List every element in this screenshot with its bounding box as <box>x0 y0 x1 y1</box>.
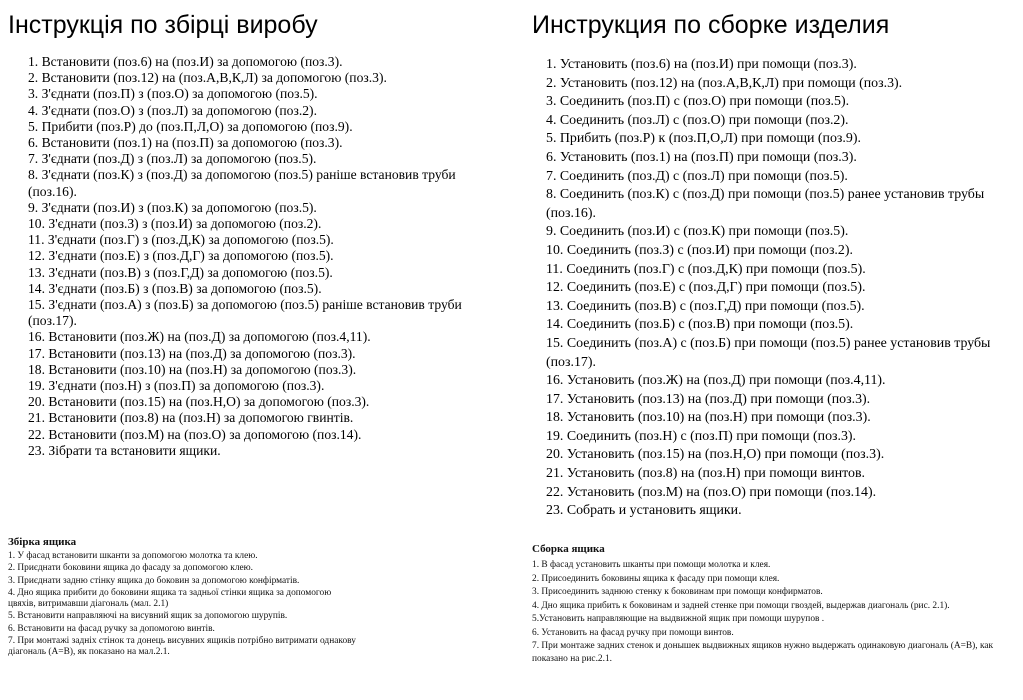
step-item: 23. Собрать и установить ящики. <box>546 503 742 519</box>
step-item: 9. З'єднати (поз.И) з (поз.К) за допомогою (поз.5). <box>28 199 317 215</box>
drawer-step-item: 5. Встановити направляючі на висувний ящик за допомогою шурупів. <box>8 611 288 622</box>
step-item: 7. Соединить (поз.Д) с (поз.Л) при помощи (поз.5). <box>546 168 848 184</box>
step-item: 4. Соединить (поз.Л) с (поз.О) при помощи (поз.2). <box>546 112 849 128</box>
step-item: 17. Установить (поз.13) на (поз.Д) при помощи (поз.3). <box>546 391 871 407</box>
heading-russian: Инструкция по сборке изделия <box>532 11 890 39</box>
drawer-step-item: 4. Дно ящика прибити до боковини ящика та задньої стінки ящика за допомогою цвяхів, витримавши діагональ (мал. 2.1) <box>8 587 332 610</box>
assembly-steps-russian <box>546 56 1020 521</box>
step-item: 19. З'єднати (поз.Н) з (поз.П) за допомогою (поз.3). <box>28 378 325 394</box>
step-item: 12. З'єднати (поз.Е) з (поз.Д,Г) за допомогою (поз.5). <box>28 248 334 264</box>
step-item: 1. Встановити (поз.6) на (поз.И) за допомогою (поз.3). <box>28 54 343 69</box>
drawer-step-item: 4. Дно ящика прибить к боковинам и задней стенке при помощи гвоздей, выдержав диагональ (рис. 2.1). <box>532 600 950 611</box>
step-item: 2. Встановити (поз.12) на (поз.А,В,К,Л) за допомогою (поз.3). <box>28 70 387 86</box>
step-item: 15. Соединить (поз.А) с (поз.Б) при помощи (поз.5) ранее установив трубы (поз.17). <box>546 335 991 370</box>
drawer-steps-russian <box>532 559 1017 666</box>
drawer-step-item: 7. При монтаже задних стенок и донышек выдвижных ящиков нужно выдержать одинаковую диагональ (А=В), как показано на рис.2.1. <box>532 641 994 664</box>
step-item: 15. З'єднати (поз.А) з (поз.Б) за допомогою (поз.5) раніше встановив труби (поз.17). <box>28 297 462 329</box>
step-item: 5. Прибить (поз.Р) к (поз.П,О,Л) при помощи (поз.9). <box>546 131 861 147</box>
step-item: 6. Встановити (поз.1) на (поз.П) за допомогою (поз.3). <box>28 135 343 151</box>
step-item: 1. Установить (поз.6) на (поз.И) при помощи (поз.3). <box>546 57 857 72</box>
drawer-assembly-heading-russian: Сборка ящика <box>532 543 605 555</box>
step-item: 13. З'єднати (поз.В) з (поз.Г,Д) за допомогою (поз.5). <box>28 264 333 280</box>
step-item: 18. Встановити (поз.10) на (поз.Н) за допомогою (поз.3). <box>28 361 357 377</box>
step-item: 11. Соединить (поз.Г) с (поз.Д,К) при помощи (поз.5). <box>546 261 866 277</box>
step-item: 10. Соединить (поз.З) с (поз.И) при помощи (поз.2). <box>546 242 853 258</box>
heading-ukrainian: Інструкція по збірці виробу <box>8 11 318 39</box>
step-item: 14. З'єднати (поз.Б) з (поз.В) за допомогою (поз.5). <box>28 280 322 296</box>
step-item: 16. Встановити (поз.Ж) на (поз.Д) за допомогою (поз.4,11). <box>28 329 371 345</box>
drawer-step-item: 2. Присоединить боковины ящика к фасаду при помощи клея. <box>532 573 780 584</box>
step-item: 13. Соединить (поз.В) с (поз.Г,Д) при помощи (поз.5). <box>546 298 865 314</box>
step-item: 22. Установить (поз.М) на (поз.О) при помощи (поз.14). <box>546 484 877 500</box>
step-item: 4. З'єднати (поз.О) з (поз.Л) за допомогою (поз.2). <box>28 102 317 118</box>
drawer-assembly-heading-ukrainian: Збірка ящика <box>8 536 77 548</box>
step-item: 5. Прибити (поз.Р) до (поз.П,Л,О) за допомогою (поз.9). <box>28 118 353 134</box>
step-item: 19. Соединить (поз.Н) с (поз.П) при помощи (поз.3). <box>546 428 857 444</box>
step-item: 18. Установить (поз.10) на (поз.Н) при помощи (поз.3). <box>546 410 871 426</box>
step-item: 10. З'єднати (поз.З) з (поз.И) за допомогою (поз.2). <box>28 216 322 232</box>
drawer-steps-ukrainian <box>8 551 358 660</box>
drawer-step-item: 6. Установить на фасад ручку при помощи винтов. <box>532 627 734 638</box>
step-item: 22. Встановити (поз.М) на (поз.О) за допомогою (поз.14). <box>28 426 362 442</box>
step-item: 11. З'єднати (поз.Г) з (поз.Д,К) за допомогою (поз.5). <box>28 232 334 248</box>
step-item: 23. Зібрати та встановити ящики. <box>28 442 221 458</box>
step-item: 17. Встановити (поз.13) на (поз.Д) за допомогою (поз.3). <box>28 345 356 361</box>
step-item: 21. Встановити (поз.8) на (поз.Н) за допомогою гвинтів. <box>28 410 354 426</box>
drawer-step-item: 5.Установить направляющие на выдвижной ящик при помощи шурупов . <box>532 614 825 624</box>
step-item: 6. Установить (поз.1) на (поз.П) при помощи (поз.3). <box>546 149 857 165</box>
step-item: 12. Соединить (поз.Е) с (поз.Д,Г) при помощи (поз.5). <box>546 280 866 296</box>
step-item: 3. З'єднати (поз.П) з (поз.О) за допомогою (поз.5). <box>28 86 318 102</box>
drawer-step-item: 2. Приєднати боковини ящика до фасаду за допомогою клею. <box>8 563 254 574</box>
step-item: 20. Встановити (поз.15) на (поз.Н,О) за допомогою (поз.3). <box>28 394 370 410</box>
assembly-steps-ukrainian <box>28 54 504 459</box>
drawer-step-item: 7. При монтажі задніх стінок та донець висувних ящиків потрібно витримати однакову діагональ (А=В), як показано на мал.2.1. <box>8 636 356 658</box>
drawer-step-item: 1. У фасад встановити шканти за допомогою молотка та клею. <box>8 551 258 561</box>
step-item: 8. Соединить (поз.К) с (поз.Д) при помощи (поз.5) ранее установив трубы (поз.16). <box>546 187 985 221</box>
step-item: 14. Соединить (поз.Б) с (поз.В) при помощи (поз.5). <box>546 317 854 333</box>
drawer-step-item: 6. Встановити на фасад ручку за допомогою винтів. <box>8 623 215 634</box>
drawer-step-item: 3. Приєднати задню стінку ящика до боковин за допомогою конфірматів. <box>8 575 300 586</box>
step-item: 9. Соединить (поз.И) с (поз.К) при помощи (поз.5). <box>546 224 849 240</box>
step-item: 3. Соединить (поз.П) с (поз.О) при помощи (поз.5). <box>546 94 850 110</box>
step-item: 21. Установить (поз.8) на (поз.Н) при помощи винтов. <box>546 466 866 482</box>
step-item: 16. Установить (поз.Ж) на (поз.Д) при помощи (поз.4,11). <box>546 373 886 389</box>
step-item: 20. Установить (поз.15) на (поз.Н,О) при помощи (поз.3). <box>546 447 885 463</box>
step-item: 2. Установить (поз.12) на (поз.А,В,К,Л) при помощи (поз.3). <box>546 75 903 91</box>
step-item: 7. З'єднати (поз.Д) з (поз.Л) за допомогою (поз.5). <box>28 151 317 167</box>
step-item: 8. З'єднати (поз.К) з (поз.Д) за допомогою (поз.5) раніше встановив труби (поз.16). <box>28 167 456 199</box>
drawer-step-item: 3. Присоединить заднюю стенку к боковинам при помощи конфирматов. <box>532 587 823 597</box>
drawer-step-item: 1. В фасад установить шканты при помощи молотка и клея. <box>532 560 771 570</box>
